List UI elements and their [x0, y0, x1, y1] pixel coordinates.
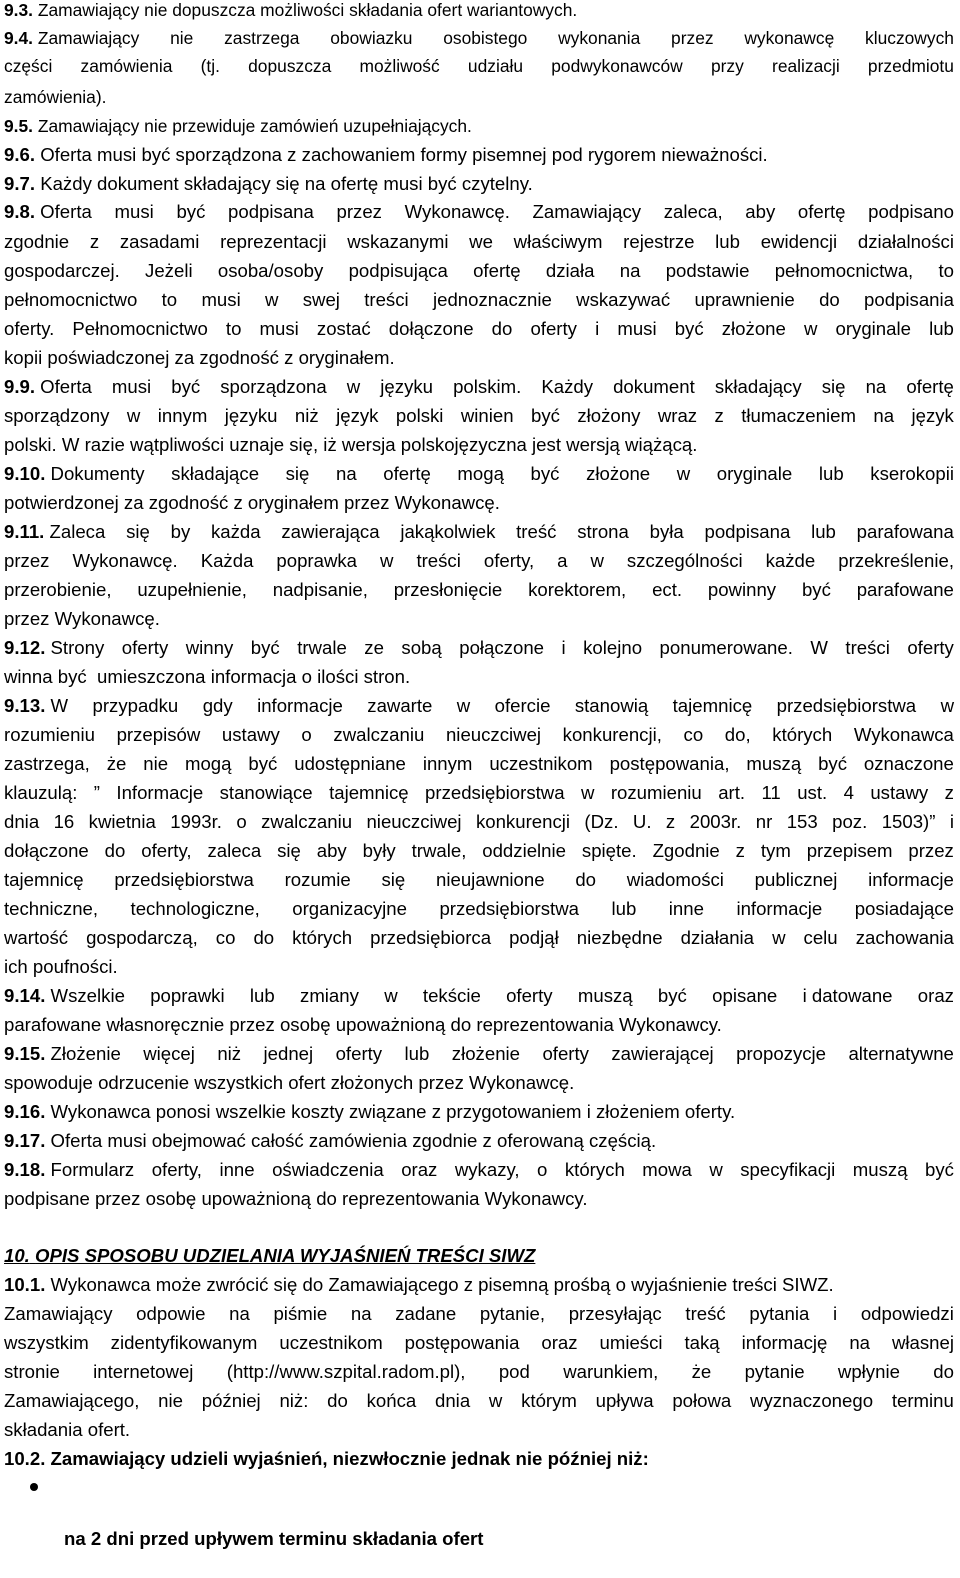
- paragraph-line: zgodnie z zasadami reprezentacji wskazanymi we właściwym rejestrze lub ewidencji działalności: [4, 231, 954, 252]
- paragraph-line: 9.13. W przypadku gdy informacje zawarte w ofercie stanowią tajemnicę przedsiębiorstwa w: [4, 695, 954, 716]
- paragraph-line: rozumieniu przepisów ustawy o zwalczaniu nieuczciwej konkurencji, co do, których Wykonawca: [4, 724, 954, 745]
- item-text: Wykonawca ponosi wszelkie koszty związane z przygotowaniem i złożeniem oferty.: [50, 1101, 736, 1122]
- paragraph-line: wartość gospodarczą, co do których przedsiębiorca podjął niezbędne działania w celu zachowania: [4, 927, 954, 948]
- paragraph-line: [4, 142, 954, 168]
- paragraph-line: [4, 171, 954, 197]
- paragraph-line: pełnomocnictwo to musi w swej treści jednoznacznie wskazywać uprawnienie do podpisania: [4, 289, 954, 310]
- item-text: Zamawiający udzieli wyjaśnień, niezwłocznie jednak nie później niż:: [50, 1448, 649, 1469]
- paragraph-line: ich poufności.: [4, 956, 118, 977]
- paragraph-line: 9.14. Wszelkie poprawki lub zmiany w tekście oferty muszą być opisane i datowane oraz: [4, 985, 954, 1006]
- paragraph-line: klauzulą: ” Informacje stanowiące tajemnicę przedsiębiorstwa w rozumieniu art. 11 ust. 4 ustawy z: [4, 782, 954, 803]
- paragraph-line: oferty. Pełnomocnictwo to musi zostać dołączone do oferty i musi być złożone w oryginale lub: [4, 318, 954, 339]
- item-number: 9.16.: [4, 1101, 46, 1122]
- paragraph-line: 9.18. Formularz oferty, inne oświadczenia oraz wykazy, o których mowa w specyfikacji muszą być: [4, 1159, 954, 1180]
- paragraph-line: 9.8. Oferta musi być podpisana przez Wykonawcę. Zamawiający zaleca, aby ofertę podpisano: [4, 201, 954, 222]
- item-text: Zamawiający nie dopuszcza możliwości składania ofert wariantowych.: [37, 0, 578, 20]
- paragraph-line: 9.12. Strony oferty winny być trwale ze sobą połączone i kolejno ponumerowane. W treści oferty: [4, 637, 954, 658]
- item-number: 9.4.: [4, 28, 34, 48]
- section-number: 10.: [4, 1245, 30, 1266]
- paragraph-line: zamówienia).: [4, 87, 107, 107]
- paragraph-line: 9.9. Oferta musi być sporządzona w języku polskim. Każdy dokument składający się na ofertę: [4, 376, 954, 397]
- item-number: 10.1.: [4, 1274, 46, 1295]
- paragraph-line: tajemnicę przedsiębiorstwa rozumie się nieujawnione do wiadomości publicznej informacje: [4, 869, 954, 890]
- paragraph-line: zastrzega, że nie mogą być udostępniane innym uczestnikom postępowania, muszą być oznaczone: [4, 753, 954, 774]
- paragraph-line: winna być umieszczona informacja o ilości stron.: [4, 666, 411, 687]
- item-number: 10.2.: [4, 1448, 46, 1469]
- paragraph-line: składania ofert.: [4, 1419, 131, 1440]
- paragraph-line: dnia 16 kwietnia 1993r. o zwalczaniu nieuczciwej konkurencji (Dz. U. z 2003r. nr 153 poz. 1503)” i: [4, 811, 954, 832]
- item-text: Każdy dokument składający się na ofertę musi być czytelny.: [40, 173, 533, 194]
- item-number: 9.3.: [4, 0, 34, 20]
- section-heading: [4, 1243, 954, 1269]
- paragraph-line: gospodarczej. Jeżeli osoba/osoby podpisująca ofertę działa na podstawie pełnomocnictwa, to: [4, 260, 954, 281]
- paragraph-line: [4, 113, 954, 139]
- paragraph-line: 9.11. Zaleca się by każda zawierająca jakąkolwiek treść strona była podpisana lub parafowana: [4, 521, 954, 542]
- paragraph-line: podpisane przez osobę upoważnioną do reprezentowania Wykonawcy.: [4, 1188, 588, 1209]
- paragraph-line: sporządzony w innym języku niż język polski winien być złożony wraz z tłumaczeniem na język: [4, 405, 954, 426]
- item-text: Oferta musi być sporządzona z zachowaniem formy pisemnej pod rygorem nieważności.: [40, 144, 768, 165]
- paragraph-line: stronie internetowej (http://www.szpital.radom.pl), pod warunkiem, że pytanie wpłynie do: [4, 1361, 954, 1382]
- paragraph-line: [4, 1099, 954, 1125]
- paragraph-line: 9.15. Złożenie więcej niż jednej oferty lub złożenie oferty zawierającej propozycje alternatywne: [4, 1043, 954, 1064]
- paragraph-line: przez Wykonawcę.: [4, 608, 160, 629]
- paragraph-line: [4, 0, 954, 23]
- item-number: 9.5.: [4, 116, 34, 136]
- paragraph-line: potwierdzonej za zgodność z oryginałem przez Wykonawcę.: [4, 492, 500, 513]
- paragraph-line: przerobienie, uzupełnienie, nadpisanie, przesłonięcie korektorem, ect. powinny być parafowane: [4, 579, 954, 600]
- paragraph-line: [4, 1446, 954, 1472]
- paragraph-line: Zamawiającego, nie później niż: do końca dnia w którym upływa połowa wyznaczonego terminu: [4, 1390, 954, 1411]
- bullet-item: [4, 1474, 954, 1549]
- paragraph-line: kopii poświadczonej za zgodność z oryginałem.: [4, 347, 395, 368]
- paragraph-line: [4, 1128, 954, 1154]
- item-number: 9.7.: [4, 173, 36, 194]
- paragraph-line: spowoduje odrzucenie wszystkich ofert złożonych przez Wykonawcę.: [4, 1072, 575, 1093]
- paragraph-line: Zamawiający odpowie na piśmie na zadane pytanie, przesyłając treść pytania i odpowiedzi: [4, 1303, 954, 1324]
- item-number: 9.6.: [4, 144, 36, 165]
- section-title: OPIS SPOSOBU UDZIELANIA WYJAŚNIEŃ TREŚCI SIWZ: [35, 1245, 536, 1266]
- paragraph-line: przez Wykonawcę. Każda poprawka w treści oferty, a w szczególności każde przekreślenie,: [4, 550, 954, 571]
- paragraph-line: części zamówienia (tj. dopuszcza możliwość udziału podwykonawców przy realizacji przedmiotu: [4, 56, 954, 76]
- item-text: Oferta musi obejmować całość zamówienia zgodnie z oferowaną częścią.: [50, 1130, 657, 1151]
- bullet-icon: [30, 1483, 38, 1491]
- paragraph-line: dołączone do oferty, zaleca się aby były trwale, oddzielnie spięte. Zgodnie z tym przepisem przez: [4, 840, 954, 861]
- paragraph-line: 9.10. Dokumenty składające się na ofertę mogą być złożone w oryginale lub kserokopii: [4, 463, 954, 484]
- item-number: 9.17.: [4, 1130, 46, 1151]
- item-text: Zamawiający nie przewiduje zamówień uzupełniających.: [37, 116, 472, 136]
- paragraph-line: polski. W razie wątpliwości uznaje się, iż wersja polskojęzyczna jest wersją wiążącą.: [4, 434, 698, 455]
- bullet-text: na 2 dni przed upływem terminu składania ofert: [64, 1528, 484, 1549]
- paragraph-line: 10.1. Wykonawca może zwrócić się do Zamawiającego z pisemną prośbą o wyjaśnienie treści SIWZ.: [4, 1274, 834, 1295]
- paragraph-line: parafowane własnoręcznie przez osobę upoważnioną do reprezentowania Wykonawcy.: [4, 1014, 722, 1035]
- paragraph-line: wszystkim zidentyfikowanym uczestnikom postępowania oraz umieści taką informację na własnej: [4, 1332, 954, 1353]
- paragraph-line: 9.4. Zamawiający nie zastrzega obowiazku osobistego wykonania przez wykonawcę kluczowych: [4, 28, 954, 48]
- paragraph-line: techniczne, technologiczne, organizacyjne przedsiębiorstwa lub inne informacje posiadające: [4, 898, 954, 919]
